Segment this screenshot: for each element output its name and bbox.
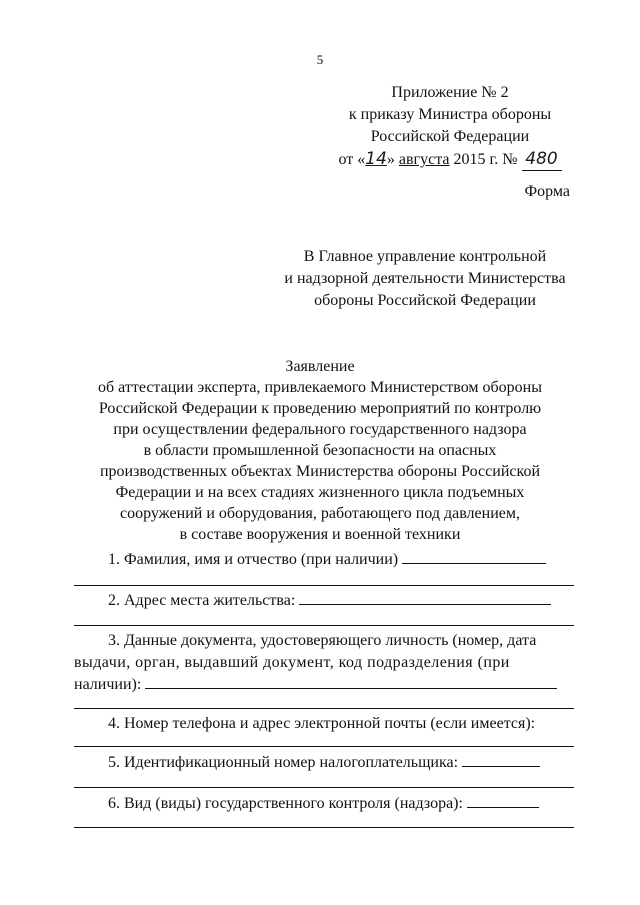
addressee-block [245,246,605,312]
page-number: 5 [316,52,324,67]
appendix-date-line [330,148,570,171]
field-3-block [74,630,574,696]
field-5-continuation-line[interactable] [74,787,574,788]
field-3-line-1: 3. Данные документа, удостоверяющего личность (номер, дата [108,632,537,649]
appendix-line-1: Приложение № 2 [391,84,509,101]
field-3-blank[interactable] [145,674,557,689]
field-6-row [74,793,574,815]
date-mid: » [386,151,395,168]
order-number-handwritten: 480 [522,148,562,171]
field-2-blank[interactable] [299,590,551,605]
statement-line: производственных объектах Министерства обороны Российской [99,463,541,480]
statement-line: Федерации и на всех стадиях жизненного цикла подъемных [115,484,525,501]
statement-line: Российской Федерации к проведению мероприятий по контролю [98,400,542,417]
field-6-label: 6. Вид (виды) государственного контроля (надзора): [108,795,463,812]
field-6-blank[interactable] [467,793,539,808]
statement-line: в области промышленной безопасности на опасных [143,442,497,459]
field-2-label: 2. Адрес места жительства: [108,592,296,609]
field-1-continuation-line[interactable] [74,585,574,586]
appendix-line-2: к приказу Министра обороны [348,106,552,123]
field-1-row [74,549,574,571]
field-6-continuation-line[interactable] [74,827,574,828]
field-3-line-3 [74,674,574,696]
form-label: Форма [524,183,570,200]
field-4-row [74,713,574,735]
field-4-line[interactable] [74,746,574,747]
field-5-blank[interactable] [462,752,540,767]
addressee-line-1: В Главное управление контрольной [303,248,547,265]
field-5-row [74,752,574,774]
statement-heading: Заявление [285,358,355,375]
field-5-label: 5. Идентификационный номер налогоплательщика: [108,754,459,771]
date-month: августа [398,151,450,168]
field-1-label: 1. Фамилия, имя и отчество (при наличии) [108,551,399,568]
appendix-line-3: Российской Федерации [370,128,530,145]
statement-title [0,356,640,545]
field-3-line-2: выдачи, орган, выдавший документ, код подразделения (при [74,654,510,671]
field-4-label: 4. Номер телефона и адрес электронной почты (если имеется): [108,715,536,732]
field-2-row [74,590,574,612]
statement-line: об аттестации эксперта, привлекаемого Министерством обороны [98,379,542,396]
date-prefix: от « [338,151,366,168]
date-year: 2015 г. № [449,151,522,168]
field-3-label-end: наличии): [74,676,142,693]
statement-line: в составе вооружения и военной техники [179,526,461,543]
statement-line: сооружений и оборудования, работающего под давлением, [120,505,520,522]
addressee-line-3: обороны Российской Федерации [314,292,536,309]
field-3-continuation-line[interactable] [74,708,574,709]
field-1-blank[interactable] [402,549,546,564]
date-day-handwritten: 14 [365,149,387,169]
field-2-continuation-line[interactable] [74,625,574,626]
statement-line: при осуществлении федерального государственного надзора [113,421,527,438]
addressee-line-2: и надзорной деятельности Министерства [284,270,566,287]
appendix-header [330,82,570,171]
